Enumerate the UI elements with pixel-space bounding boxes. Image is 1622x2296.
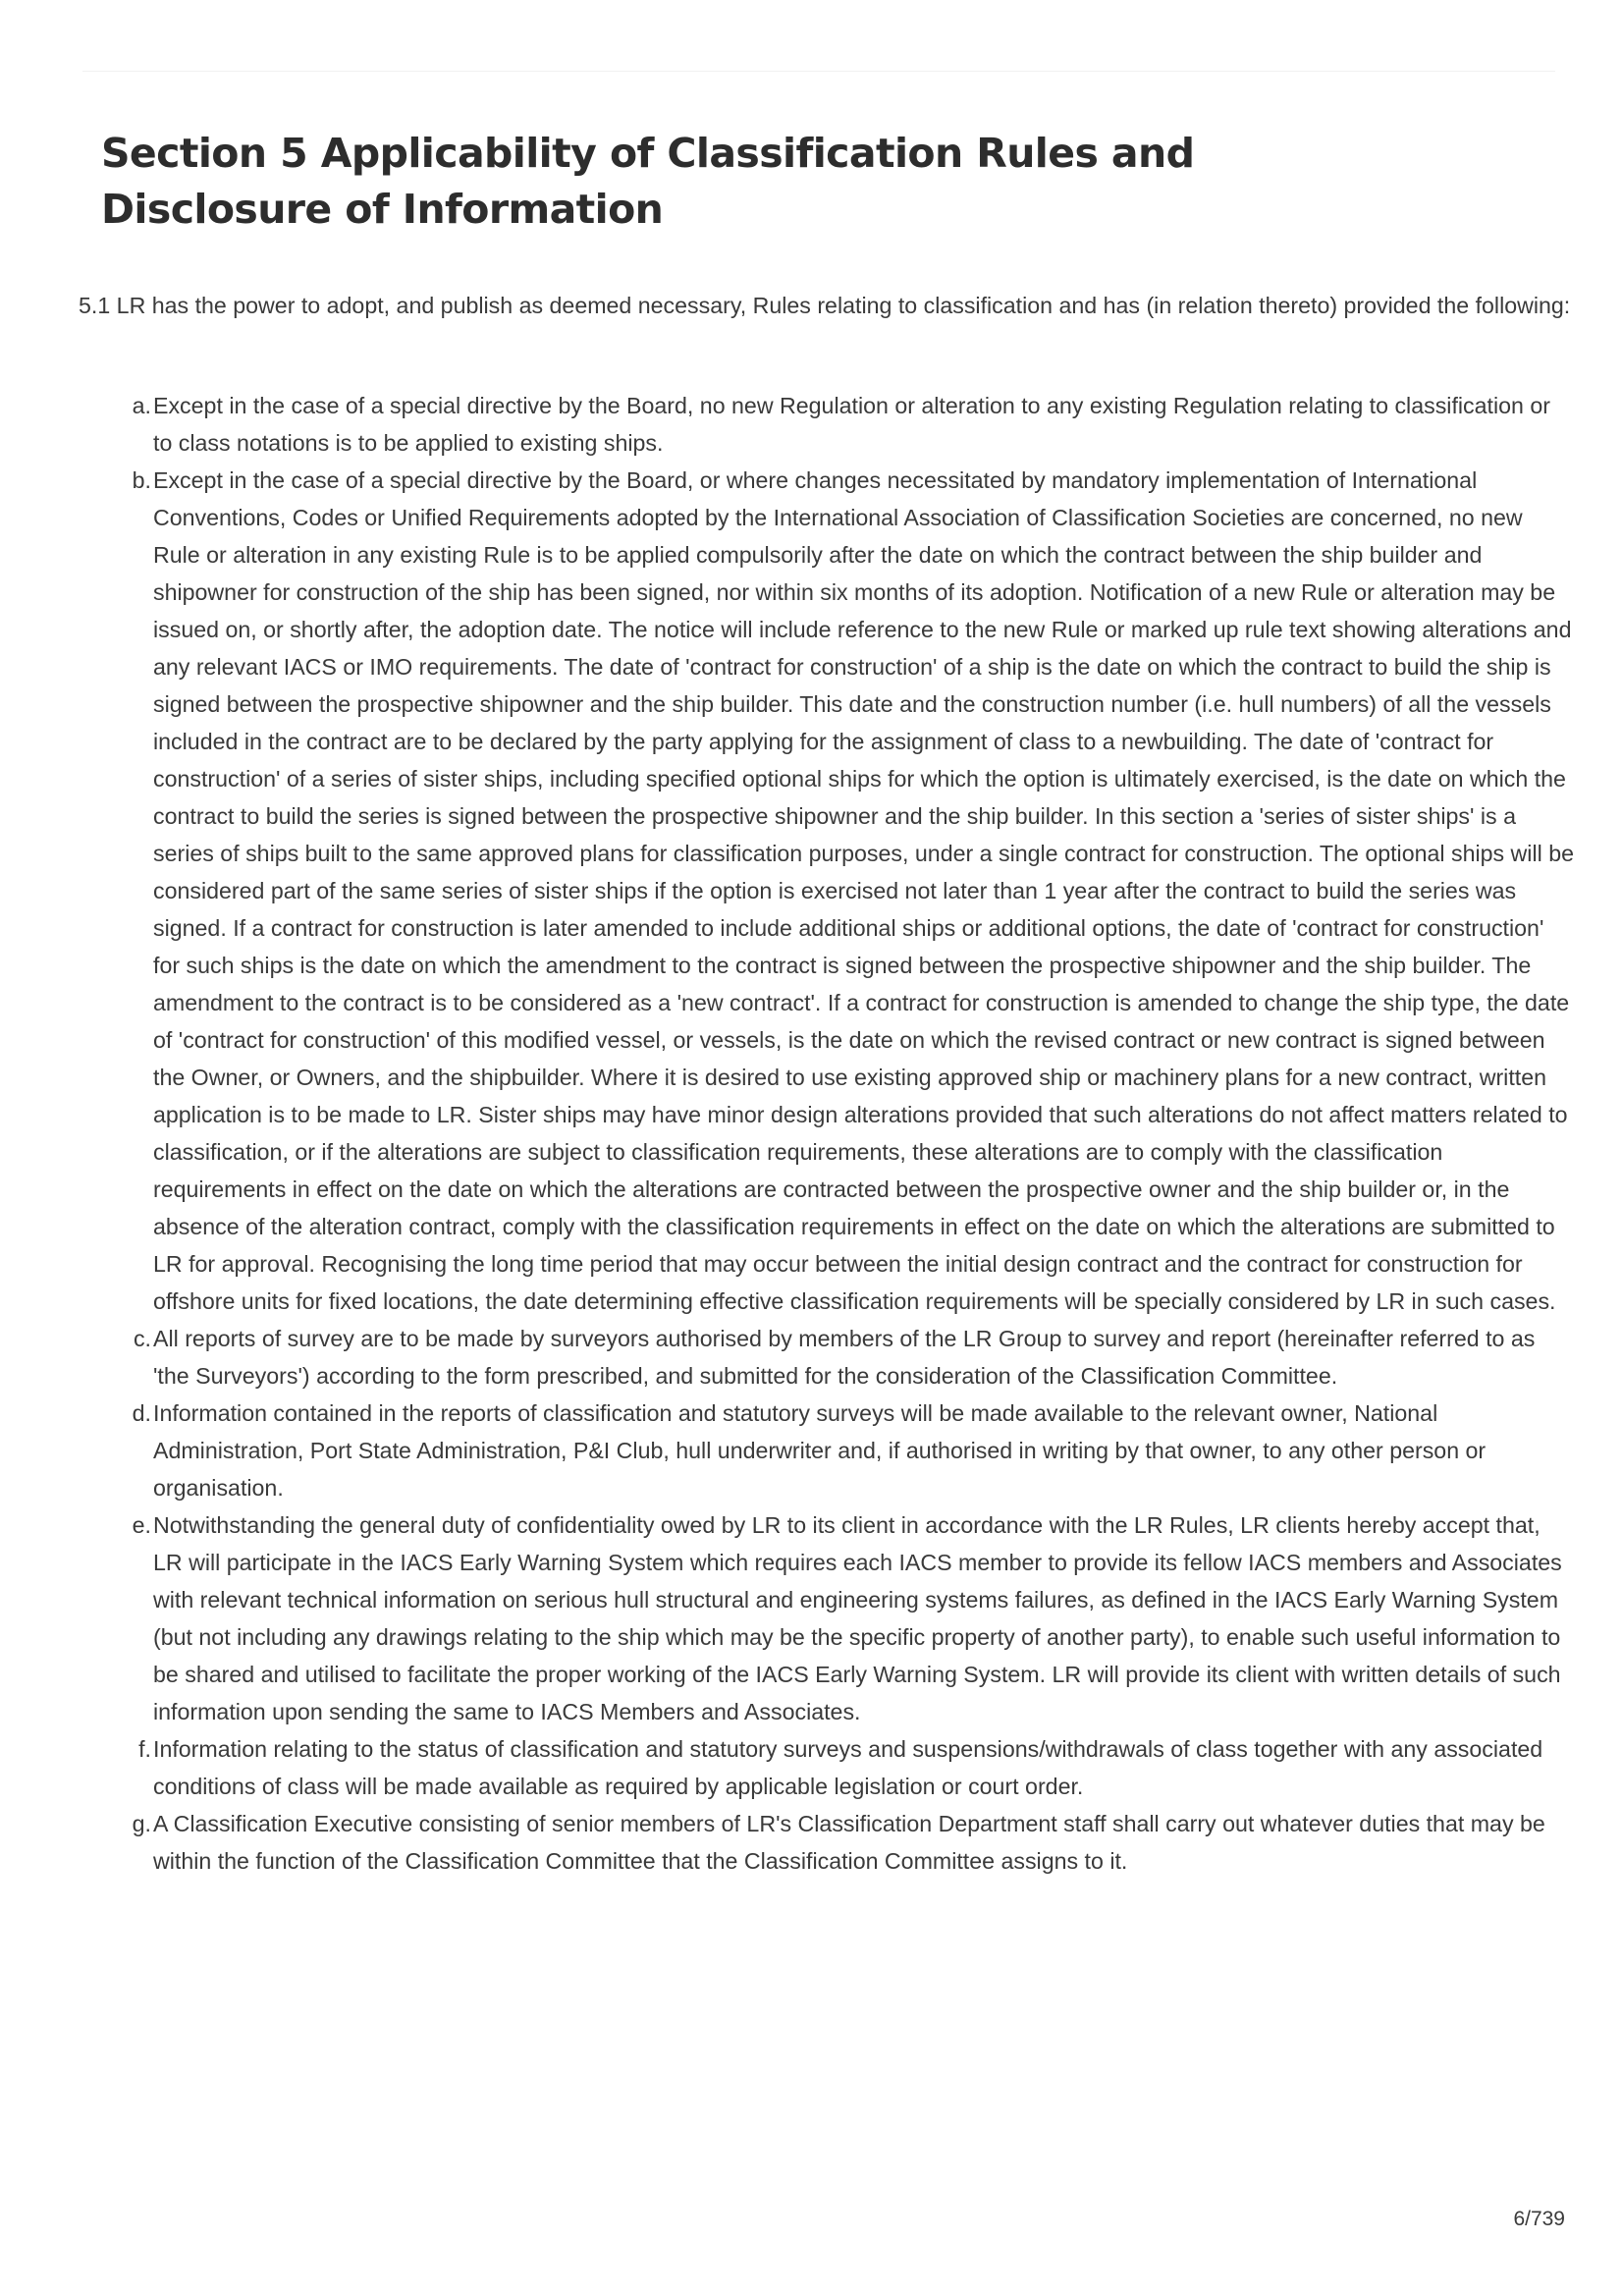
clause-text: Except in the case of a special directive by the Board, no new Regulation or alteration to any existing Regulation relating to classification or to class notations is to be applied to existing ships. [153, 393, 1550, 456]
clause-text: Except in the case of a special directive by the Board, or where changes necessitated by mandatory implementation of International Conventions, Codes or Unified Requirements adopted by the International Association of Classification Societies are concerned, no new Rule or alteration in any existing Rule is to be applied compulsorily after the date on which the contract between the ship builder and shipowner for construction of the ship has been signed, nor within six months of its adoption. Notification of a new Rule or alteration may be issued on, or shortly after, the adoption date. The notice will include reference to the new Rule or marked up rule text showing alterations and any relevant IACS or IMO requirements. The date of 'contract for construction' of a ship is the date on which the contract to build the ship is signed between the prospective shipowner and the ship builder. This date and the construction number (i.e. hull numbers) of all the vessels included in the contract are to be declared by the party applying for the assignment of class to a newbuilding. The date of 'contract for construction' of a series of sister ships, including specified optional ships for which the option is ultimately exercised, is the date on which the contract to build the series is signed between the prospective shipowner and the ship builder. In this section a 'series of sister ships' is a series of ships built to the same approved plans for classification purposes, under a single contract for construction. The optional ships will be considered part of the same series of sister ships if the option is exercised not later than 1 year after the contract to build the series was signed. If a contract for construction is later amended to include additional ships or additional options, the date of 'contract for construction' for such ships is the date on which the amendment to the contract is signed between the prospective shipowner and the ship builder. The amendment to the contract is to be considered as a 'new contract'. If a contract for construction is amended to change the ship type, the date of 'contract for construction' of this modified vessel, or vessels, is the date on which the revised contract or new contract is signed between the Owner, or Owners, and the shipbuilder. Where it is desired to use existing approved ship or machinery plans for a new contract, written application is to be made to LR. Sister ships may have minor design alterations provided that such alterations do not affect matters related to classification, or if the alterations are subject to classification requirements, these alterations are to comply with the classification requirements in effect on the date on which the alterations are contracted between the prospective owner and the ship builder or, in the absence of the alteration contract, comply with the classification requirements in effect on the date on which the alterations are submitted to LR for approval. Recognising the long time period that may occur between the initial design contract and the contract for construction for offshore units for fixed locations, the date determining effective classification requirements will be specially considered by LR in such cases. [153, 467, 1574, 1314]
intro-paragraph: 5.1 LR has the power to adopt, and publish as deemed necessary, Rules relating to classification and has (in relation thereto) provided the following: [79, 293, 1571, 318]
list-item [79, 1730, 1575, 1805]
clause-text: Information contained in the reports of classification and statutory surveys will be made available to the relevant owner, National Administration, Port State Administration, P&I Club, hull underwriter and, if authorised in writing by that owner, to any other person or organisation. [153, 1400, 1487, 1501]
list-item [79, 1506, 1575, 1730]
list-item [79, 1394, 1575, 1506]
clause-marker: a. [132, 393, 151, 418]
clause-text: A Classification Executive consisting of senior members of LR's Classification Department staff shall carry out whatever duties that may be within the function of the Classification Committee that the Classification Committee assigns to it. [153, 1811, 1545, 1874]
clause-marker: f. [138, 1736, 151, 1762]
clause-marker: g. [132, 1811, 151, 1836]
page-title: Section 5 Applicability of Classification Rules and Disclosure of Information [101, 130, 1195, 233]
list-item [79, 462, 1575, 1320]
list-item [79, 1805, 1575, 1880]
clause-list [79, 387, 1575, 1880]
clause-text: Information relating to the status of classification and statutory surveys and suspensions/withdrawals of class together with any associated conditions of class will be made available as required by applicable legislation or court order. [153, 1736, 1543, 1799]
clause-marker: b. [132, 467, 151, 493]
list-item [79, 1320, 1575, 1394]
list-item [79, 387, 1575, 462]
clause-marker: c. [133, 1326, 151, 1351]
clause-text: Notwithstanding the general duty of confidentiality owed by LR to its client in accordance with the LR Rules, LR clients hereby accept that, LR will participate in the IACS Early Warning System which requires each IACS member to provide its fellow IACS members and Associates with relevant technical information on serious hull structural and engineering systems failures, as defined in the IACS Early Warning System (but not including any drawings relating to the ship which may be the specific property of another party), to enable such useful information to be shared and utilised to facilitate the proper working of the IACS Early Warning System. LR will provide its client with written details of such information upon sending the same to IACS Members and Associates. [153, 1512, 1562, 1724]
clause-text: All reports of survey are to be made by surveyors authorised by members of the LR Group to survey and report (hereinafter referred to as 'the Surveyors') according to the form prescribed, and submitted for the consideration of the Classification Committee. [153, 1326, 1536, 1389]
page-number: 6/739 [1513, 2208, 1565, 2230]
clause-marker: d. [132, 1400, 151, 1426]
header-divider [82, 71, 1555, 72]
clause-marker: e. [132, 1512, 151, 1538]
